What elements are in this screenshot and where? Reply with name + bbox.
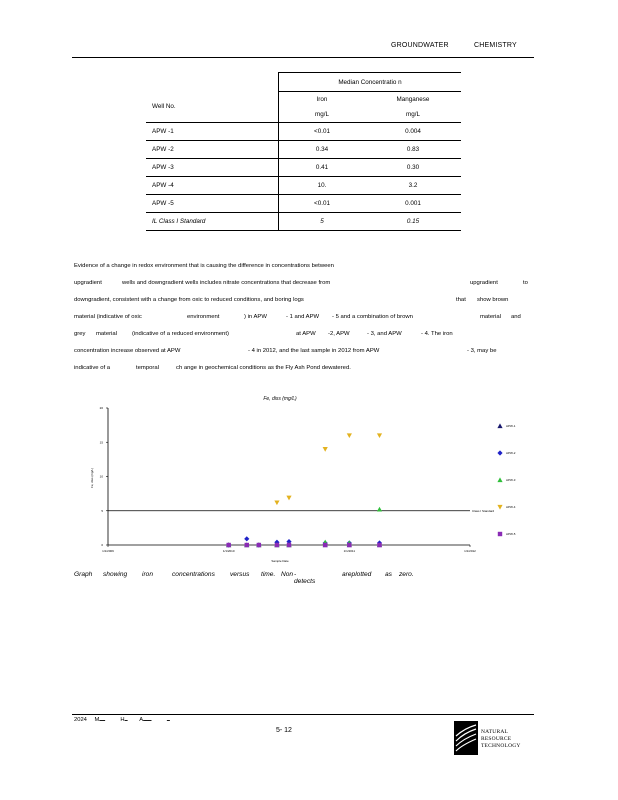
data-point-apw-4 bbox=[347, 433, 352, 438]
y-tick-label: 10 bbox=[99, 474, 103, 479]
x-tick-label: 1/1/2010 bbox=[222, 549, 235, 553]
well-header: Well No. bbox=[152, 103, 176, 111]
data-point-apw-4 bbox=[323, 447, 328, 452]
iron-concentration-chart bbox=[80, 390, 540, 565]
legend-label: APW-5 bbox=[506, 532, 516, 536]
logo-mark-icon bbox=[454, 721, 478, 755]
table-row: APW -3 0.41 0.30 bbox=[146, 159, 461, 177]
logo-line-2: RESOURCE bbox=[481, 736, 512, 742]
footer-rule bbox=[72, 714, 534, 715]
legend-label: APW-3 bbox=[506, 478, 516, 482]
legend-label: APW-1 bbox=[506, 424, 516, 428]
page-number: 5- 12 bbox=[276, 727, 292, 734]
table-row: APW -5 <0.01 0.001 bbox=[146, 195, 461, 213]
legend-label: APW-2 bbox=[506, 451, 516, 455]
header-section-title: GROUNDWATER bbox=[391, 42, 449, 49]
header-rule bbox=[72, 57, 534, 58]
data-point-apw-4 bbox=[274, 500, 279, 505]
data-point-apw-5 bbox=[287, 543, 291, 547]
manganese-unit: mg/L bbox=[406, 111, 420, 118]
legend-label: APW-4 bbox=[506, 505, 516, 509]
y-tick-label: 5 bbox=[101, 508, 103, 513]
x-tick-label: 1/1/2012 bbox=[464, 549, 476, 553]
footer-left: 2024 M▬▬ H▬ A▬▬▬ ▬ bbox=[74, 717, 170, 723]
data-point-apw-5 bbox=[347, 543, 351, 547]
concentration-table bbox=[146, 72, 461, 231]
data-point-apw-5 bbox=[275, 543, 279, 547]
legend-marker-apw-5 bbox=[498, 532, 502, 536]
legend-marker-apw-2 bbox=[497, 450, 502, 455]
chart-title: Fe, diss (mg/L) bbox=[263, 396, 297, 402]
y-tick-label: 0 bbox=[101, 543, 103, 547]
iron-unit: mg/L bbox=[279, 107, 366, 123]
standard-line-label: Class I Standard bbox=[472, 508, 495, 513]
y-tick-label: 20 bbox=[99, 406, 103, 410]
data-point-apw-5 bbox=[323, 543, 327, 547]
data-point-apw-3 bbox=[377, 507, 382, 512]
standard-row: IL Class I Standard 5 0.15 bbox=[146, 213, 461, 231]
data-point-apw-5 bbox=[257, 543, 261, 547]
data-point-apw-5 bbox=[245, 543, 249, 547]
group-header: Median Concentratio n bbox=[279, 73, 462, 92]
table-row: APW -1 <0.01 0.004 bbox=[146, 123, 461, 141]
company-logo bbox=[454, 721, 524, 757]
chart-xlabel: Sample Date bbox=[271, 559, 289, 563]
logo-line-1: NATURAL bbox=[481, 729, 509, 735]
manganese-header: Manganese bbox=[365, 92, 461, 108]
x-tick-label: 1/1/2009 bbox=[102, 549, 114, 553]
legend-marker-apw-1 bbox=[497, 423, 502, 428]
data-point-apw-5 bbox=[226, 543, 230, 547]
data-point-apw-2 bbox=[244, 536, 249, 541]
data-point-apw-5 bbox=[377, 543, 381, 547]
x-tick-label: 1/1/2011 bbox=[343, 549, 356, 553]
header-section-subtitle: CHEMISTRY bbox=[474, 42, 517, 49]
data-point-apw-4 bbox=[286, 496, 291, 501]
legend-marker-apw-3 bbox=[497, 477, 502, 482]
legend-marker-apw-4 bbox=[497, 505, 502, 510]
iron-header: Iron bbox=[279, 92, 366, 108]
y-tick-label: 15 bbox=[99, 440, 103, 445]
chart-ylabel: Fe, diss (mg/L) bbox=[90, 467, 94, 489]
logo-line-3: TECHNOLOGY bbox=[481, 743, 521, 749]
data-point-apw-4 bbox=[377, 433, 382, 438]
table-row: APW -2 0.34 0.83 bbox=[146, 141, 461, 159]
table-row: APW -4 10. 3.2 bbox=[146, 177, 461, 195]
